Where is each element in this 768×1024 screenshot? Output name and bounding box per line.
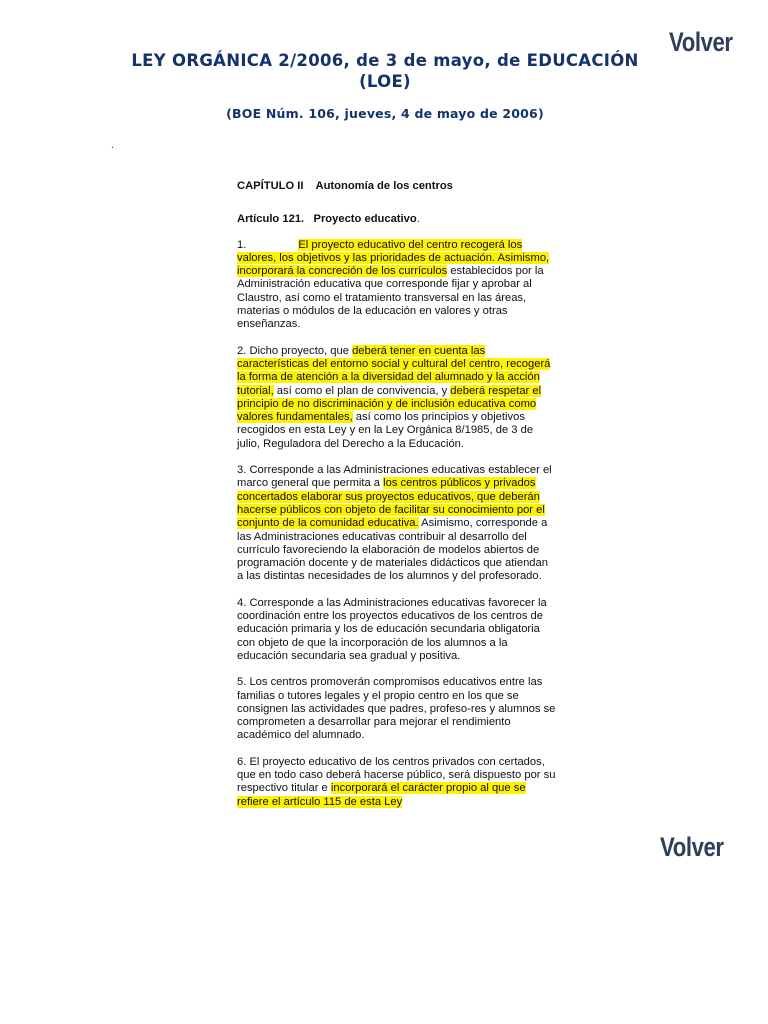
- highlighted-text: los centros públicos y privados concertados elaborar sus proyectos educativos, que deberán hacerse públicos con objeto de facilitar su conocimiento por el conjunto de la comunidad educativa.: [237, 477, 545, 530]
- paragraph-text: 2. Dicho proyecto, que: [237, 344, 353, 357]
- article-title: Proyecto educativo: [313, 213, 417, 226]
- article-period: .: [416, 213, 420, 226]
- highlighted-text: El proyecto educativo del centro recogerá los valores, los objetivos y las prioridades de actuación. Asimismo, incorporará la concreción de los currículos: [237, 238, 550, 278]
- highlighted-text: deberá respetar el: [450, 384, 542, 397]
- document-title: [100, 50, 670, 92]
- paragraph-text: establecidos por la Administración educativa que corresponde fijar y aprobar al Claustro, así como el tratamiento transversal en las áreas, materias o módulos de la educación en valores y otras enseñanzas.: [237, 265, 544, 331]
- stray-dot: .: [111, 140, 114, 151]
- paragraph-text: 5. Los centros promoverán compromisos educativos entre las familias o tutores legales y el propio centro en los que se consignen las actividades que padres, profeso-res y alumnos se comprometen a desarrollar para mejorar el rendimiento académico del alumnado.: [237, 676, 556, 742]
- paragraph-text: 6. El proyecto educativo de los centros privados con certados, que en todo caso deberá hacerse público, será dispuesto por su respectivo titular e: [237, 755, 556, 795]
- paragraph-text: así como los principios y objetivos recogidos en esta Ley y en la Ley Orgánica 8/1985, de 3 de julio, Reguladora del Derecho a la Educación.: [237, 411, 534, 450]
- paragraph-text: 4. Corresponde a las Administraciones educativas favorecer la coordinación entre los proyectos educativos de los centros de educación primaria y los de educación secundaria obligatoria con objeto de que la incorporación de los alumnos a la educación secundaria sea gradual y positiva.: [237, 596, 547, 662]
- article-paragraph: [237, 464, 557, 584]
- article-paragraph: [237, 756, 557, 809]
- chapter-number: CAPÍTULO II: [237, 180, 304, 192]
- highlighted-text: principio de no discriminación y de inclusión educativa como valores fundamentales,: [237, 397, 537, 424]
- article-heading: [237, 213, 557, 226]
- article-paragraph: [237, 239, 557, 332]
- article-paragraph: [237, 597, 557, 663]
- chapter-heading: [237, 180, 557, 193]
- volver-bottom-link[interactable]: Volver: [660, 832, 724, 862]
- article-content: [237, 180, 557, 822]
- article-paragraph: [237, 345, 557, 451]
- article-paragraph: [237, 676, 557, 742]
- document-subtitle: (BOE Núm. 106, jueves, 4 de mayo de 2006): [226, 106, 544, 121]
- highlighted-text: deberá tener en cuenta las características del entorno social y cultural del centro, recogerá la forma de atención a la diversidad del alumnado y la acción tutorial,: [237, 344, 551, 397]
- title-line-1: LEY ORGÁNICA 2/2006, de 3 de mayo, de EDUCACIÓN: [131, 51, 639, 70]
- article-number: Artículo 121.: [237, 213, 305, 226]
- paragraph-text: así como el plan de convivencia, y: [273, 384, 451, 397]
- chapter-title: Autonomía de los centros: [315, 180, 453, 192]
- paragraph-list: [237, 239, 557, 809]
- highlighted-text: incorporará el carácter propio al que se refiere el artículo 115 de esta Ley: [237, 782, 526, 808]
- paragraph-text: 3. Corresponde a las Administraciones educativas establecer el marco general que permita a: [237, 464, 552, 490]
- paragraph-text: Asimismo, corresponde a las Administraciones educativas contribuir al desarrollo del currículo favoreciendo la elaboración de modelos abiertos de programación docente y de materiales didácticos que atiendan a las distintas necesidades de los alumnos y del profesorado.: [237, 517, 548, 583]
- paragraph-number: 1.: [237, 238, 247, 251]
- volver-top-link[interactable]: Volver: [669, 27, 733, 57]
- title-line-2: (LOE): [359, 72, 411, 91]
